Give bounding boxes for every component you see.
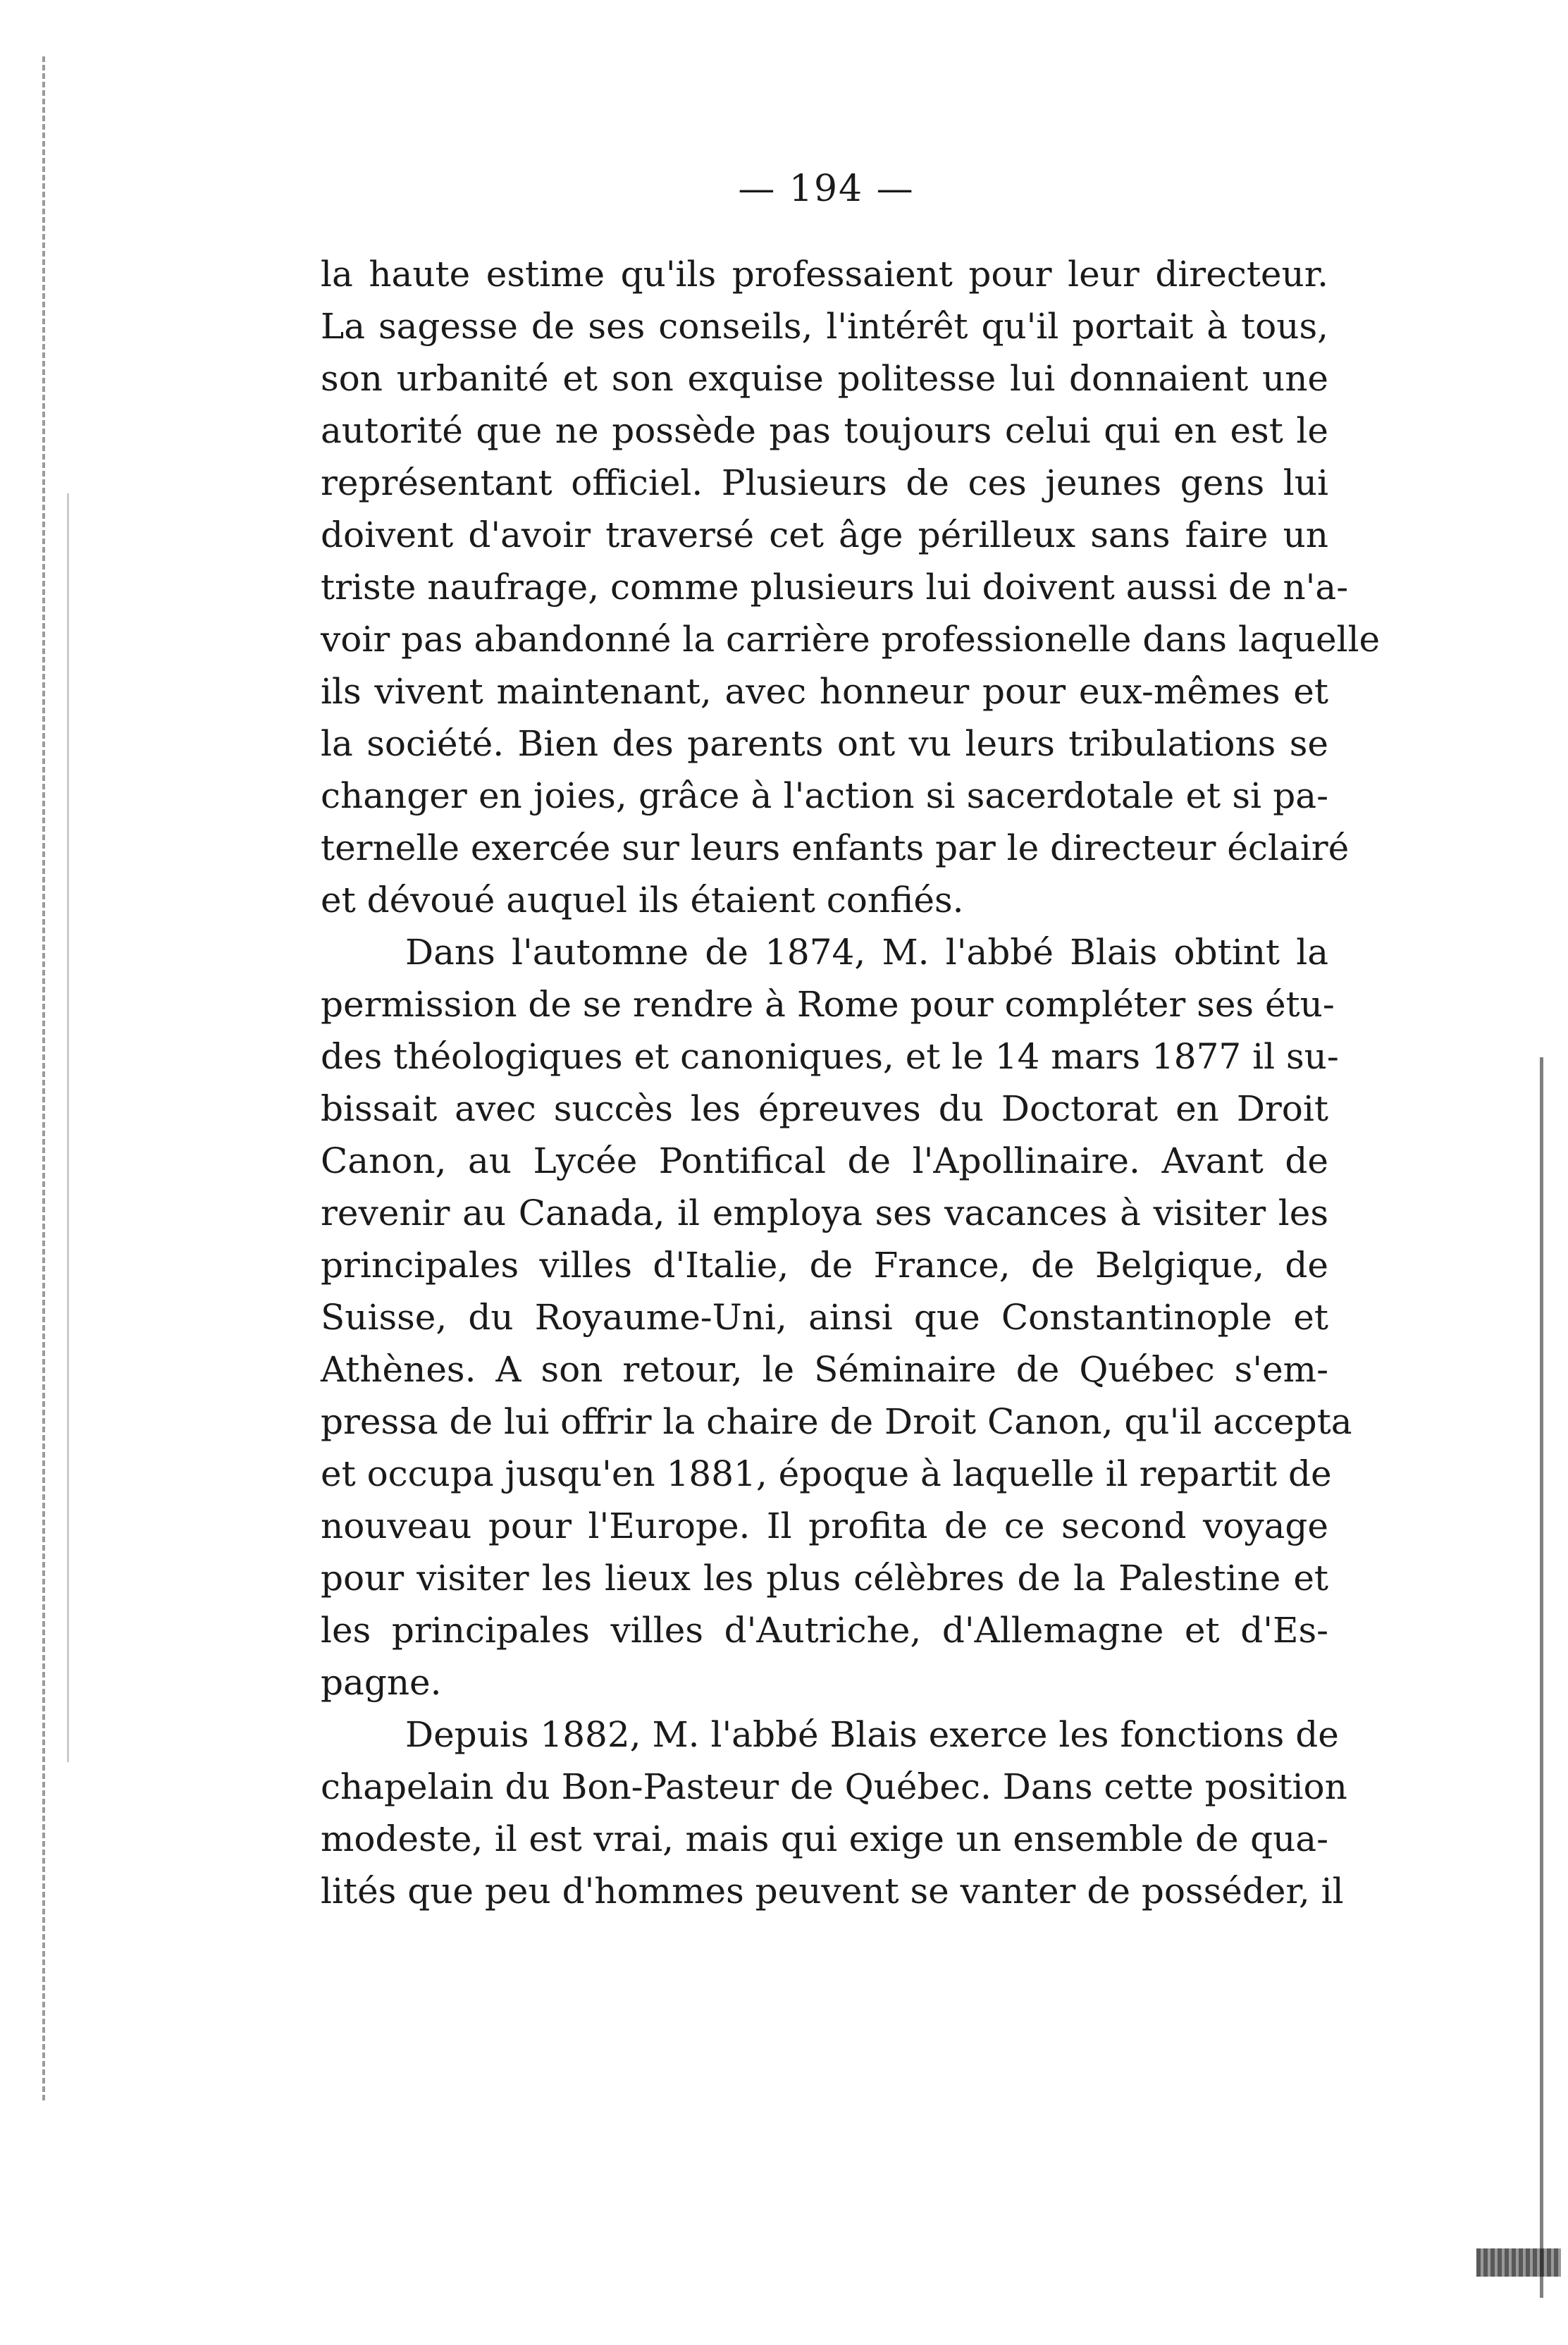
body-text: [321, 248, 1381, 1917]
text-line: nouveau pour l'Europe. Il profita de ce second voyage: [321, 1506, 1328, 1546]
text-line: Athènes. A son retour, le Séminaire de Québec s'em-: [321, 1349, 1328, 1390]
text-line: modeste, il est vrai, mais qui exige un ensemble de qua-: [321, 1818, 1328, 1859]
text-line: doivent d'avoir traversé cet âge périlleux sans faire un: [321, 515, 1328, 555]
binding-shadow: [42, 56, 52, 2100]
binding-shadow-inner: [67, 493, 73, 1762]
text-line: autorité que ne possède pas toujours celui qui en est le: [321, 410, 1328, 451]
text-line: La sagesse de ses conseils, l'intérêt qu'il portait à tous,: [321, 306, 1328, 347]
text-line: permission de se rendre à Rome pour compléter ses étu-: [321, 984, 1335, 1025]
text-line: son urbanité et son exquise politesse lui donnaient une: [321, 358, 1328, 399]
text-line: ils vivent maintenant, avec honneur pour eux-mêmes et: [321, 671, 1328, 712]
page-number: — 194 —: [738, 168, 915, 210]
page-edge-right: [1534, 1057, 1543, 2298]
text-line: et dévoué auquel ils étaient confiés.: [321, 880, 964, 921]
text-line: pour visiter les lieux les plus célèbres de la Palestine et: [321, 1558, 1328, 1599]
text-line: Suisse, du Royaume-Uni, ainsi que Constantinople et: [321, 1297, 1328, 1338]
text-line: ternelle exercée sur leurs enfants par le directeur éclairé: [321, 827, 1350, 868]
text-line: pressa de lui offrir la chaire de Droit Canon, qu'il accepta: [321, 1401, 1352, 1442]
text-line: revenir au Canada, il employa ses vacances à visiter les: [321, 1193, 1328, 1233]
text-line: la haute estime qu'ils professaient pour leur directeur.: [321, 254, 1328, 295]
text-line: Canon, au Lycée Pontifical de l'Apollinaire. Avant de: [321, 1140, 1328, 1181]
text-line: triste naufrage, comme plusieurs lui doivent aussi de n'a-: [321, 567, 1349, 608]
text-line: les principales villes d'Autriche, d'Allemagne et d'Es-: [321, 1610, 1328, 1651]
text-line: bissait avec succès les épreuves du Doctorat en Droit: [321, 1088, 1328, 1129]
text-line: changer en joies, grâce à l'action si sacerdotale et si pa-: [321, 775, 1328, 816]
text-line: la société. Bien des parents ont vu leurs tribulations se: [321, 723, 1328, 764]
text-line: lités que peu d'hommes peuvent se vanter de posséder, il: [321, 1871, 1344, 1912]
text-line: chapelain du Bon-Pasteur de Québec. Dans cette position: [321, 1766, 1347, 1807]
text-line: et occupa jusqu'en 1881, époque à laquelle il repartit de: [321, 1453, 1332, 1494]
paragraph-first-line: Dans l'automne de 1874, M. l'abbé Blais obtint la: [405, 932, 1328, 973]
text-line: représentant officiel. Plusieurs de ces jeunes gens lui: [321, 462, 1328, 503]
paragraph-first-line: Depuis 1882, M. l'abbé Blais exerce les fonctions de: [405, 1714, 1339, 1755]
text-line: des théologiques et canoniques, et le 14 mars 1877 il su-: [321, 1036, 1339, 1077]
text-line: voir pas abandonné la carrière professionelle dans laquelle: [321, 619, 1381, 660]
page-corner-mark: [1476, 2248, 1561, 2277]
text-line: principales villes d'Italie, de France, de Belgique, de: [321, 1245, 1328, 1286]
text-line: pagne.: [321, 1662, 442, 1703]
